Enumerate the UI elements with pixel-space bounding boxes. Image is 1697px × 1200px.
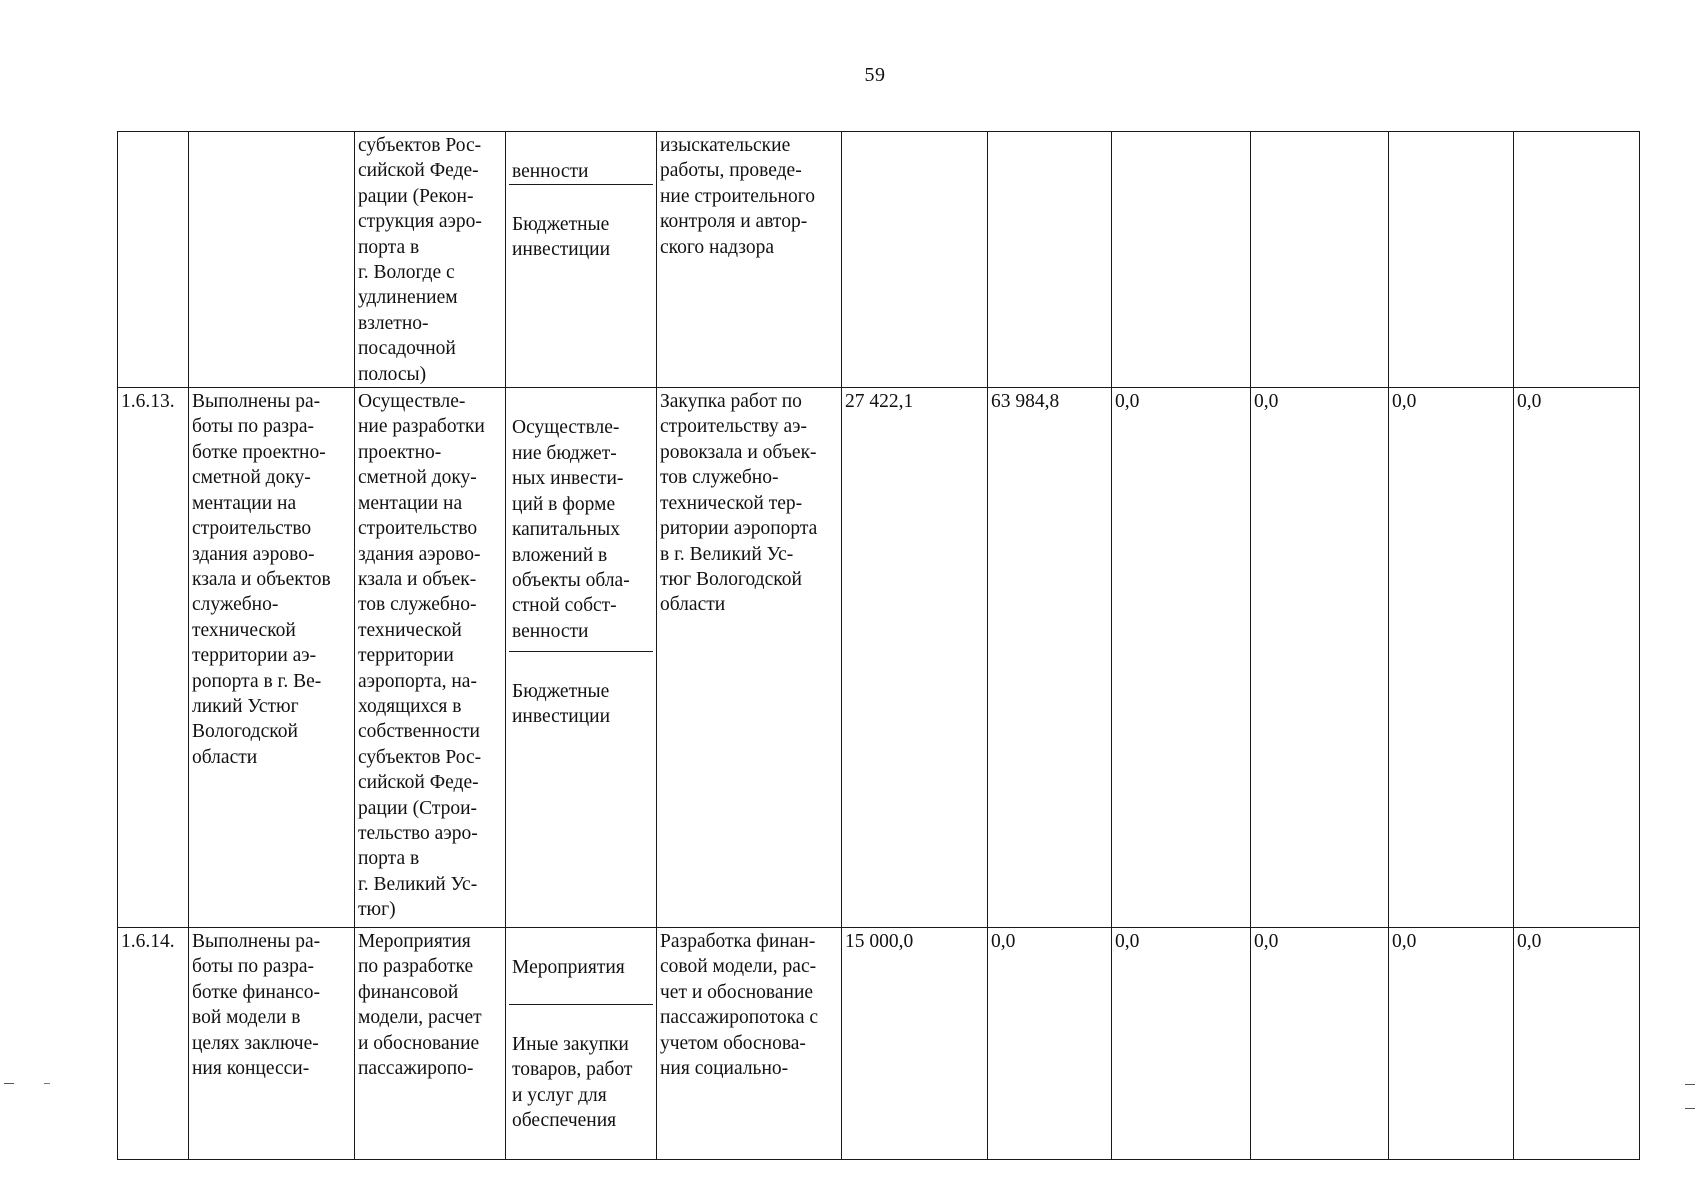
- expense-type-bottom: Бюджетные инвестиции: [512, 680, 611, 728]
- expense-type-top: Осуществле- ние бюджет- ных инвести- ций в форме капитальных вложений в объекты обла- стной собст- венности: [509, 414, 653, 652]
- scan-edge-mark: [1685, 1108, 1695, 1109]
- scan-edge-mark: [4, 1083, 14, 1084]
- cell-value-2: [988, 132, 1112, 388]
- page-number: 59: [864, 64, 886, 86]
- cell-number: [118, 132, 189, 388]
- expense-type-top: Мероприятия: [509, 954, 653, 1005]
- cell-value-3: [1112, 132, 1251, 388]
- expense-type-bottom: Иные закупки товаров, работ и услуг для обеспечения: [512, 1033, 633, 1132]
- cell-expense-type: [506, 132, 657, 388]
- cell-value-4: 0,0: [1251, 388, 1389, 928]
- cell-value-6: 0,0: [1514, 388, 1640, 928]
- cell-value-4: 0,0: [1251, 928, 1389, 1160]
- cell-value-1: 27 422,1: [842, 388, 988, 928]
- table-row: [118, 132, 1640, 388]
- cell-expense-type: [506, 928, 657, 1160]
- cell-value-4: [1251, 132, 1389, 388]
- cell-value-6: 0,0: [1514, 928, 1640, 1160]
- cell-value-6: [1514, 132, 1640, 388]
- cell-value-2: 63 984,8: [988, 388, 1112, 928]
- cell-result: Выполнены ра- боты по разра- ботке финансо- вой модели в целях заключе- ния концесси-: [189, 928, 355, 1160]
- cell-value-3: 0,0: [1112, 928, 1251, 1160]
- cell-measure: субъектов Рос- сийской Феде- рации (Рекон- струкция аэро- порта в г. Вологде с удлинением взлетно- посадочной полосы): [355, 132, 506, 388]
- cell-description: изыскательские работы, проведе- ние строительного контроля и автор- ского надзора: [657, 132, 842, 388]
- cell-measure: Мероприятия по разработке финансовой модели, расчет и обоснование пассажиропо-: [355, 928, 506, 1160]
- cell-measure: Осуществле- ние разработки проектно- сметной доку- ментации на строительство здания аэрово- кзала и объек- тов служебно- технической территории аэропорта, на- ходящихся в собственности субъектов Рос- сийской Феде- рации (Строи- тельство аэро- порта в г. Великий Ус- тюг): [355, 388, 506, 928]
- cell-value-5: 0,0: [1389, 928, 1514, 1160]
- cell-value-3: 0,0: [1112, 388, 1251, 928]
- cell-number: 1.6.13.: [118, 388, 189, 928]
- cell-value-1: 15 000,0: [842, 928, 988, 1160]
- cell-description: Закупка работ по строительству аэ- ровокзала и объек- тов служебно- технической тер- ритории аэропорта в г. Великий Ус- тюг Вологодской области: [657, 388, 842, 928]
- table-row: [118, 928, 1640, 1160]
- cell-value-5: 0,0: [1389, 388, 1514, 928]
- cell-result: [189, 132, 355, 388]
- cell-expense-type: [506, 388, 657, 928]
- scan-edge-mark: [1685, 1084, 1695, 1085]
- table-row: [118, 388, 1640, 928]
- cell-value-2: 0,0: [988, 928, 1112, 1160]
- cell-number: 1.6.14.: [118, 928, 189, 1160]
- cell-result: Выполнены ра- боты по разра- ботке проектно- сметной доку- ментации на строительство здания аэрово- кзала и объектов служебно- технической территории аэ- ропорта в г. Ве- ликий Устюг Вологодской области: [189, 388, 355, 928]
- expense-type-bottom: Бюджетные инвестиции: [512, 213, 611, 261]
- expense-type-top: венности: [509, 158, 653, 185]
- scan-edge-mark: [44, 1083, 50, 1084]
- program-table: [117, 131, 1640, 1160]
- cell-value-1: [842, 132, 988, 388]
- cell-description: Разработка финан- совой модели, рас- чет и обоснование пассажиропотока с учетом обоснова- ния социально-: [657, 928, 842, 1160]
- cell-value-5: [1389, 132, 1514, 388]
